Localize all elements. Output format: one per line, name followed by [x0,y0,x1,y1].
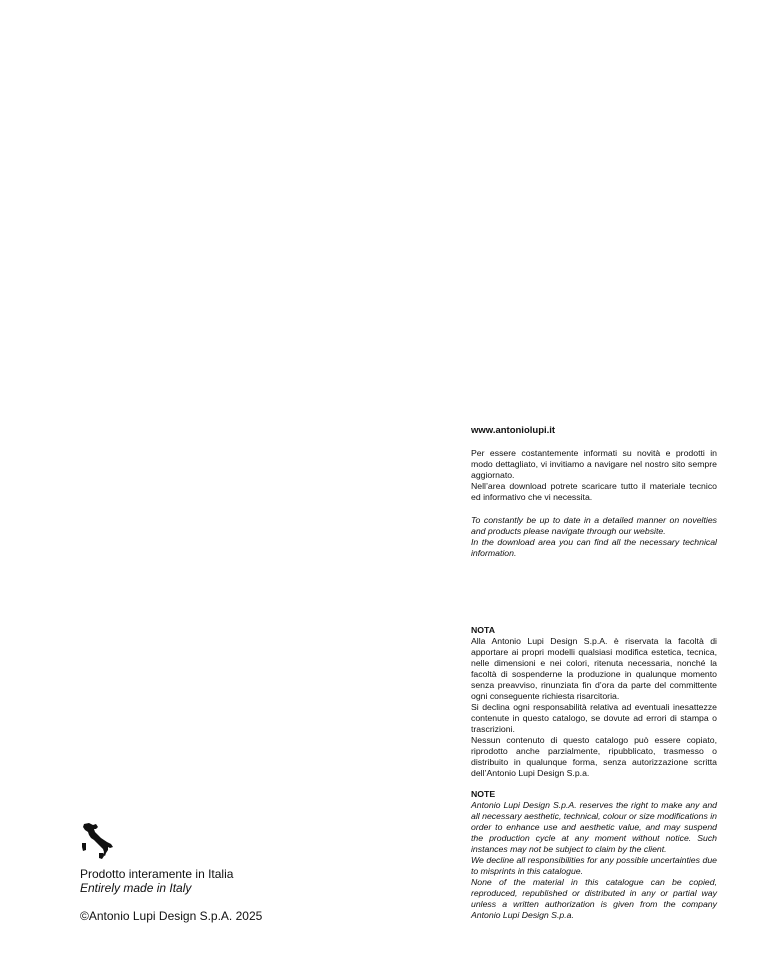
made-in-italy-block [80,822,262,923]
nota-title: NOTA [471,625,495,635]
made-in-italy-en: Entirely made in Italy [80,881,192,895]
note-paragraph-2: We decline all responsibilities for any possible uncertainties due to misprints in this catalogue. [471,855,717,876]
nota-section [471,625,717,779]
website-text-en-1: To constantly be up to date in a detailed manner on novelties and products please navigate through our website. [471,515,717,536]
website-text-it-2: Nell’area download potrete scaricare tutto il materiale tecnico ed informativo che vi necessita. [471,481,717,502]
note-section [471,789,717,921]
website-text-en-2: In the download area you can find all the necessary technical information. [471,537,717,558]
website-text-it-1: Per essere costantemente informati su novità e prodotti in modo dettagliato, vi invitiamo a navigare nel nostro sito sempre aggiornato. [471,448,717,480]
note-paragraph-1: Antonio Lupi Design S.p.A. reserves the right to make any and all necessary aesthetic, technical, colour or size modifications in order to enhance use and aesthetic value, and may suspend the production cycle at any moment without notice. Such instances may not be subject to claim by the client. [471,800,717,854]
copyright: ©Antonio Lupi Design S.p.A. 2025 [80,909,263,923]
italy-map-icon [80,822,114,862]
nota-paragraph-1: Alla Antonio Lupi Design S.p.A. è riservata la facoltà di apportare ai propri modelli qualsiasi modifica estetica, tecnica, nelle dimensioni e nei colori, ritenuta necessaria, nonché la facoltà di sospenderne la produzione in qualunque momento senza preavviso, rinunziata fin d’ora da parte del committente ogni conseguente richiesta risarcitoria. [471,636,717,701]
made-in-italy-it: Prodotto interamente in Italia [80,867,234,881]
note-title: NOTE [471,789,496,799]
note-paragraph-3: None of the material in this catalogue can be copied, reproduced, republished or distributed in any or partial way unless a written authorization is given from the company Antonio Lupi Design S.p.a. [471,877,717,920]
nota-paragraph-3: Nessun contenuto di questo catalogo può essere copiato, riprodotto anche parzialmente, ripubblicato, trasmesso o distribuito in qualunque forma, senza autorizzazione scritta dell’Antonio Lupi Design S.p.a. [471,735,717,778]
nota-paragraph-2: Si declina ogni responsabilità relativa ad eventuali inesattezze contenute in questo catalogo, se dovute ad errori di stampa o trascrizioni. [471,702,717,734]
website-info [471,425,717,559]
website-url[interactable]: www.antoniolupi.it [471,425,556,436]
